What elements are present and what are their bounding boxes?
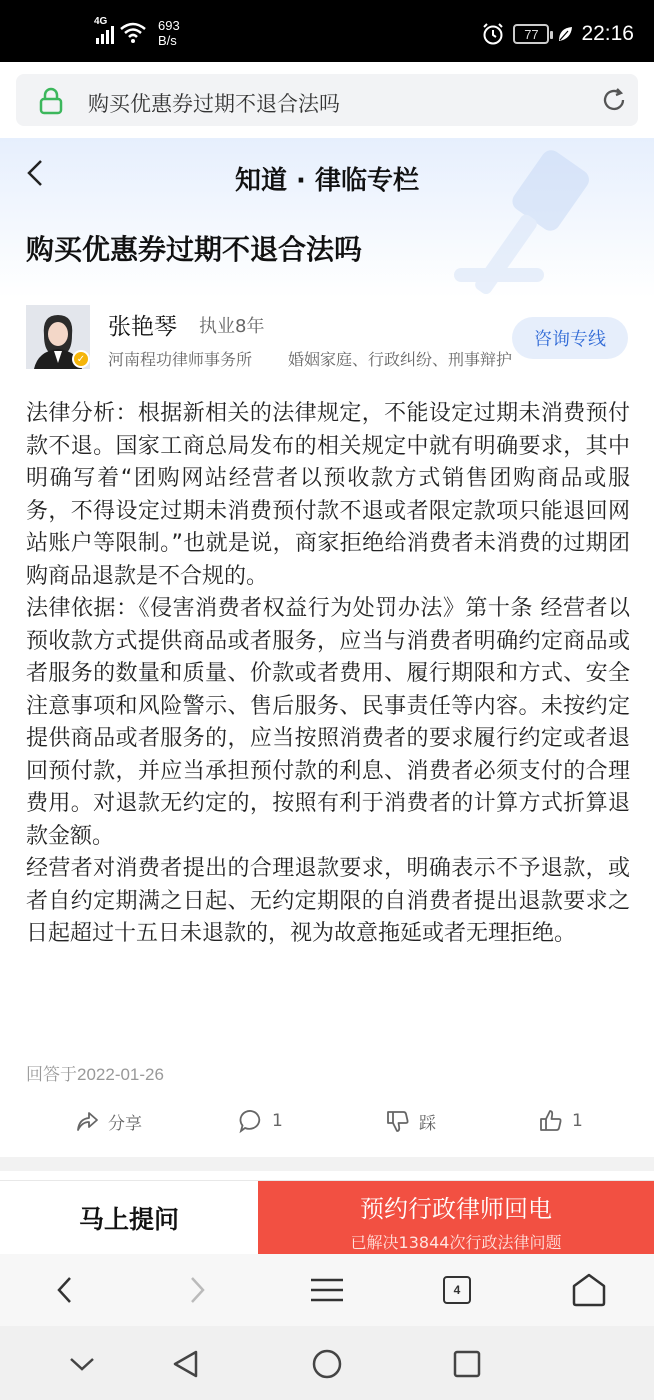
share-icon: [74, 1108, 100, 1134]
battery-level: 77: [524, 26, 539, 42]
dislike-label: 踩: [419, 1113, 436, 1134]
tabs-button[interactable]: 4: [443, 1276, 471, 1304]
battery-icon: [513, 24, 549, 44]
status-left: [96, 18, 180, 48]
recents-square-icon[interactable]: [451, 1348, 483, 1380]
network-tag: 4G: [94, 16, 108, 27]
thumbs-down-icon: [385, 1108, 411, 1134]
page-title: 知道 · 律临专栏: [235, 166, 419, 196]
action-bar: [0, 1100, 654, 1146]
reload-icon[interactable]: [600, 86, 628, 114]
comment-button[interactable]: [238, 1108, 283, 1134]
collapse-icon[interactable]: [66, 1348, 98, 1380]
lock-icon: [38, 87, 64, 115]
comment-count: 1: [272, 1111, 283, 1131]
browser-nav: [0, 1254, 654, 1326]
verified-badge-icon: ✓: [72, 350, 90, 368]
home-circle-icon[interactable]: [311, 1348, 343, 1380]
answer-paragraph: 法律分析：根据新相关的法律规定，不能设定过期未消费预付款不退。国家工商总局发布的相关规定中就有明确要求，其中明确写着“团购网站经营者以预收款方式销售团购商品或服务，不得设定过期未消费预付款不退或者限定款项只能退回网站账户等限制。”也就是说，商家拒绝给消费者未消费的过期团购商品退款是不合规的。: [26, 401, 630, 589]
like-button[interactable]: [538, 1108, 583, 1134]
comment-icon: [238, 1108, 264, 1134]
answer-paragraph: 法律依据：《侵害消费者权益行为处罚办法》第十条 经营者以预收款方式提供商品或者服务，应当与消费者明确约定商品或者服务的数量和质量、价款或者费用、履行期限和方式、安全注意事项和风险警示、售后服务、民事责任等内容。未按约定提供商品或者服务的，应当按照消费者的要求履行约定或者退回预付款，并应当承担预付款的利息、消费者必须支付的合理费用。对退款无约定的，按照有利于消费者的计算方式折算退款金额。: [26, 596, 630, 849]
browser-forward-icon[interactable]: [178, 1272, 214, 1308]
book-callback-button[interactable]: [258, 1181, 654, 1255]
question-title: 购买优惠券过期不退合法吗: [26, 233, 363, 266]
book-callback-subtitle: 已解决13844次行政法律问题: [350, 1233, 562, 1252]
signal-icon: [94, 16, 114, 44]
back-triangle-icon[interactable]: [170, 1348, 202, 1380]
ask-now-button[interactable]: 马上提问: [78, 1205, 179, 1234]
section-divider: [0, 1157, 654, 1171]
answer-content: [26, 398, 630, 951]
lawyer-firm: 河南程功律师事务所: [108, 350, 253, 369]
net-speed-value: 693: [158, 18, 180, 33]
address-bar-area: [0, 62, 654, 138]
consult-button[interactable]: 咨询专线: [512, 317, 628, 359]
cta-bar: [0, 1180, 654, 1254]
share-button[interactable]: [74, 1108, 142, 1134]
address-bar[interactable]: [16, 74, 638, 126]
system-nav: [0, 1326, 654, 1400]
browser-back-icon[interactable]: [48, 1272, 84, 1308]
lawyer-years: 执业8年: [199, 316, 265, 337]
lawyer-fields: 婚姻家庭、行政纠纷、刑事辩护: [288, 350, 513, 369]
answer-paragraph: 经营者对消费者提出的合理退款要求，明确表示不予退款，或者自约定期满之日起、无约定期限的自消费者提出退款要求之日起超过十五日未退款的，视为故意拖延或者无理拒绝。: [26, 856, 630, 946]
answered-date: 回答于2022-01-26: [26, 1065, 164, 1084]
alarm-icon: [481, 22, 505, 46]
address-text[interactable]: 购买优惠券过期不退合法吗: [88, 92, 340, 116]
like-count: 1: [572, 1111, 583, 1131]
page-header: [0, 138, 654, 298]
menu-icon[interactable]: [309, 1272, 345, 1308]
book-callback-title: 预约行政律师回电: [360, 1195, 552, 1223]
leaf-icon: [557, 25, 573, 43]
wifi-icon: [120, 22, 146, 44]
net-speed-unit: B/s: [158, 33, 177, 48]
thumbs-up-icon: [538, 1108, 564, 1134]
share-label: 分享: [108, 1113, 142, 1134]
home-icon[interactable]: [571, 1272, 607, 1308]
clock-time: 22:16: [581, 22, 634, 45]
net-speed: [158, 18, 180, 48]
status-right: [481, 22, 634, 46]
status-bar: [0, 0, 654, 62]
lawyer-name[interactable]: 张艳琴: [108, 314, 177, 340]
dislike-button[interactable]: [385, 1108, 436, 1134]
